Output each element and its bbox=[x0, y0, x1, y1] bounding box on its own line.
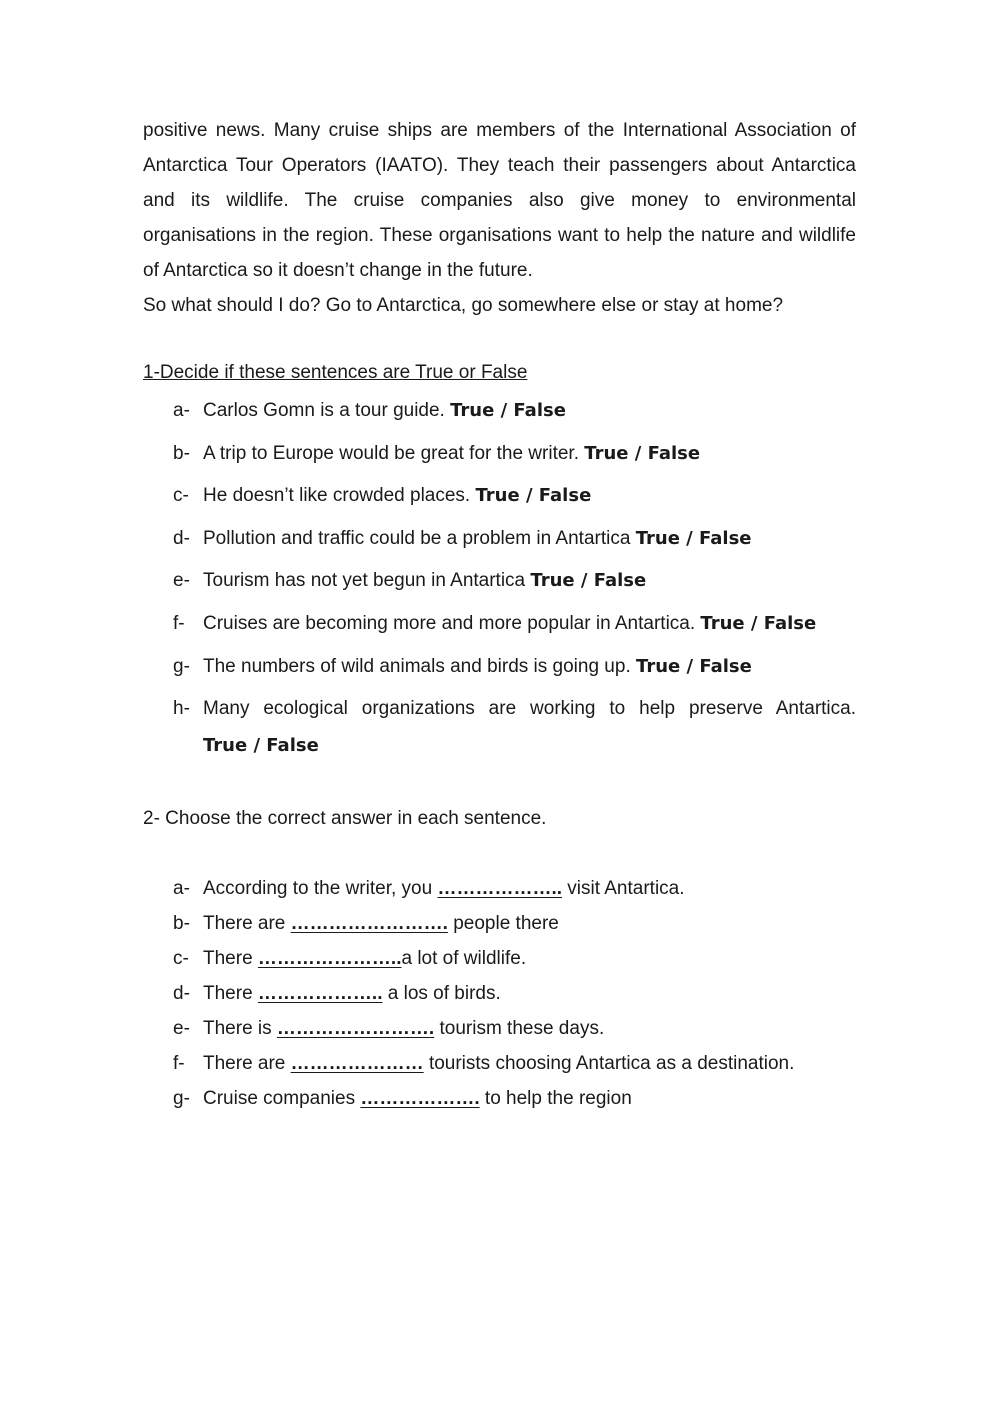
fill-in-list bbox=[173, 871, 856, 1116]
item-text-after: tourism these days. bbox=[439, 1018, 605, 1039]
item-text-after: a los of birds. bbox=[387, 983, 501, 1004]
item-text: He doesn’t like crowded places. bbox=[203, 485, 471, 507]
list-item bbox=[173, 690, 856, 764]
item-letter: f- bbox=[173, 1053, 185, 1074]
item-letter: b- bbox=[173, 913, 190, 934]
list-item bbox=[173, 1011, 856, 1046]
true-false-choice[interactable]: True / False bbox=[530, 570, 647, 592]
true-false-choice[interactable]: True / False bbox=[635, 527, 752, 549]
list-item bbox=[173, 398, 856, 424]
true-false-choice[interactable]: True / False bbox=[475, 485, 592, 507]
list-item bbox=[173, 1081, 856, 1116]
list-item bbox=[173, 654, 856, 680]
answer-blank[interactable]: ………………….. bbox=[257, 948, 402, 969]
list-item bbox=[173, 568, 856, 594]
true-false-choice[interactable]: True / False bbox=[584, 442, 701, 464]
answer-blank[interactable]: ………………. bbox=[360, 1088, 480, 1109]
item-text: Many ecological organizations are working to help preserve Antartica. bbox=[203, 698, 856, 720]
item-letter: g- bbox=[173, 655, 190, 677]
item-text-before: There are bbox=[203, 913, 286, 934]
list-item bbox=[173, 976, 856, 1011]
true-false-choice[interactable]: True / False bbox=[700, 612, 817, 634]
item-text-before: There is bbox=[203, 1018, 272, 1039]
item-letter: d- bbox=[173, 983, 190, 1004]
item-text-before: There are bbox=[203, 1053, 286, 1074]
item-text: Cruises are becoming more and more popular in Antartica. bbox=[203, 612, 696, 634]
item-letter: b- bbox=[173, 442, 190, 464]
item-text: Carlos Gomn is a tour guide. bbox=[203, 400, 445, 421]
item-text-before: Cruise companies bbox=[203, 1088, 356, 1109]
list-item bbox=[173, 941, 856, 976]
list-item bbox=[173, 871, 856, 906]
item-text: Tourism has not yet begun in Antartica bbox=[203, 570, 526, 592]
item-text-before: There bbox=[203, 948, 253, 969]
passage-paragraph: positive news. Many cruise ships are members of the International Association of Antarctica Tour Operators (IAATO). They teach their passengers about Antarctica and its wildlife. The cruise companies also give money to environmental organisations in the region. These organisations want to help the nature and wildlife of Antarctica so it doesn’t change in the future. bbox=[143, 120, 856, 281]
section1-title: 1-Decide if these sentences are True or False bbox=[143, 362, 528, 383]
item-text-after: a lot of wildlife. bbox=[401, 948, 527, 969]
item-letter: e- bbox=[173, 1018, 190, 1039]
true-false-choice[interactable]: True / False bbox=[450, 400, 566, 421]
item-letter: c- bbox=[173, 948, 189, 969]
item-text-before: According to the writer, you bbox=[203, 878, 433, 899]
item-letter: g- bbox=[173, 1088, 190, 1109]
item-letter: d- bbox=[173, 527, 190, 549]
item-text-after: people there bbox=[453, 913, 559, 934]
list-item bbox=[173, 441, 856, 467]
section2-title: 2- Choose the correct answer in each sentence. bbox=[143, 808, 547, 829]
list-item bbox=[173, 483, 856, 509]
true-false-list bbox=[173, 398, 856, 781]
list-item bbox=[173, 526, 856, 552]
item-text-after: to help the region bbox=[484, 1088, 632, 1109]
item-text-after: visit Antartica. bbox=[567, 878, 685, 899]
true-false-choice[interactable]: True / False bbox=[203, 735, 319, 757]
answer-blank[interactable]: ……………….. bbox=[437, 878, 563, 899]
list-item bbox=[173, 611, 856, 637]
answer-blank[interactable]: ……………………. bbox=[290, 913, 448, 934]
item-text: Pollution and traffic could be a problem in Antartica bbox=[203, 527, 631, 549]
passage-question: So what should I do? Go to Antarctica, go somewhere else or stay at home? bbox=[143, 295, 784, 316]
item-text: A trip to Europe would be great for the writer. bbox=[203, 442, 579, 464]
item-letter: e- bbox=[173, 570, 190, 592]
answer-blank[interactable]: ………………… bbox=[290, 1053, 424, 1074]
item-letter: f- bbox=[173, 612, 185, 634]
item-letter: h- bbox=[173, 698, 190, 720]
item-text: The numbers of wild animals and birds is going up. bbox=[203, 655, 631, 677]
list-item bbox=[173, 1046, 856, 1081]
item-letter: a- bbox=[173, 878, 190, 899]
item-text-after: tourists choosing Antartica as a destination. bbox=[428, 1053, 795, 1074]
answer-blank[interactable]: ……………….. bbox=[257, 983, 383, 1004]
answer-blank[interactable]: ……………………. bbox=[276, 1018, 435, 1039]
true-false-choice[interactable]: True / False bbox=[636, 655, 752, 677]
list-item bbox=[173, 906, 856, 941]
item-text-before: There bbox=[203, 983, 253, 1004]
item-letter: a- bbox=[173, 400, 190, 421]
reading-passage bbox=[143, 113, 856, 323]
item-letter: c- bbox=[173, 485, 189, 507]
